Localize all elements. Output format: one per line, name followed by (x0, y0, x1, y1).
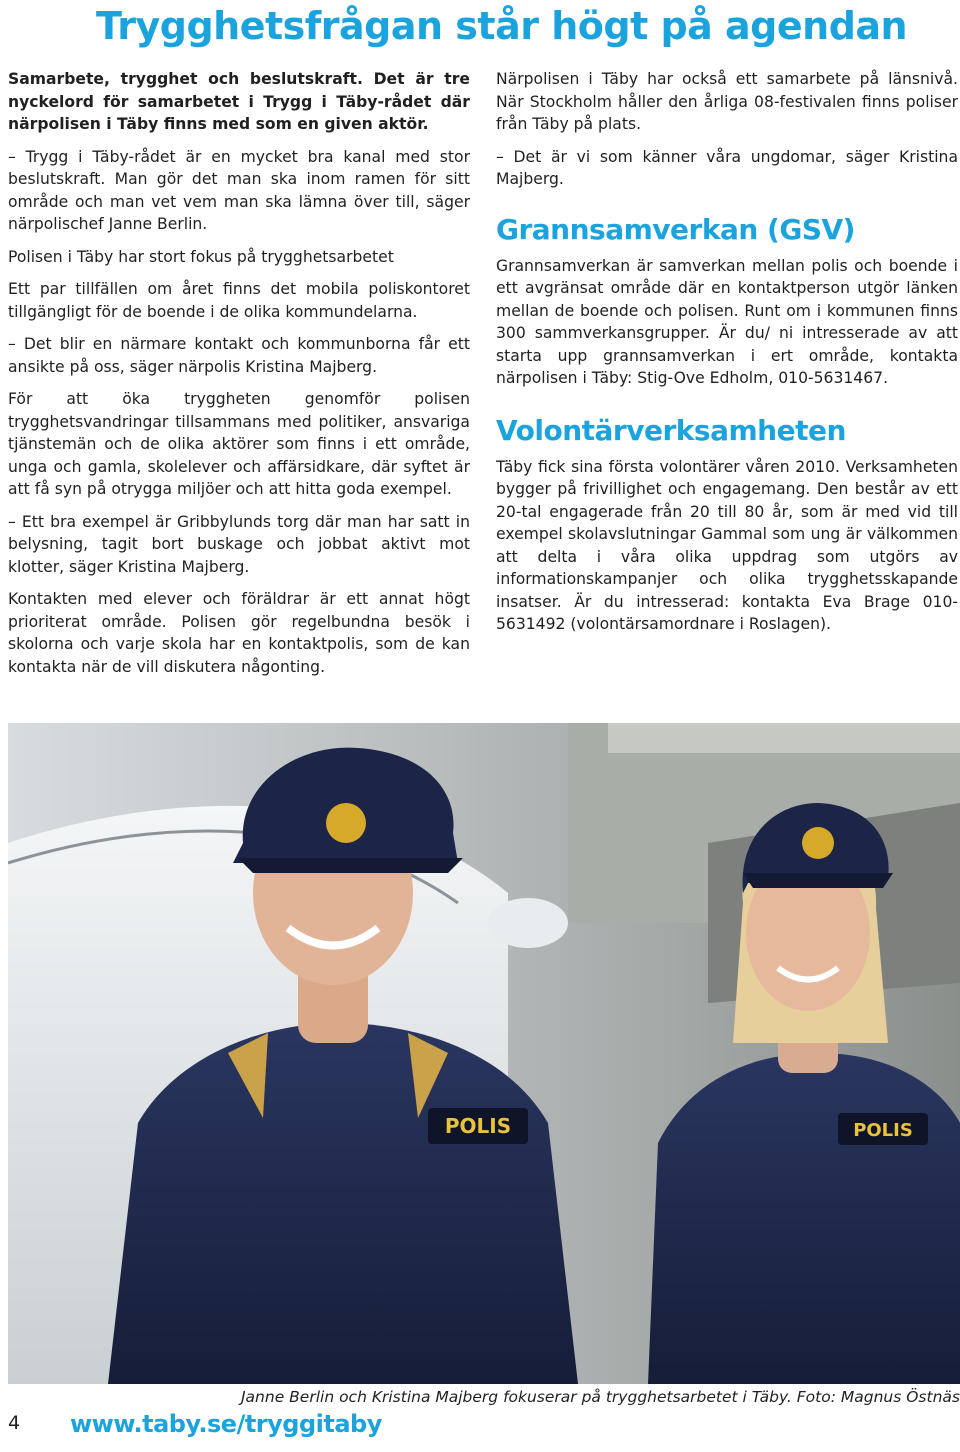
subheading: Polisen i Täby har stort fokus på trygghetsarbetet (8, 247, 394, 266)
body-paragraph: Närpolisen i Täby har också ett samarbete på länsnivå. När Stockholm håller den årliga 08-festivalen finns poliser från Täby på plats. (496, 70, 958, 133)
volontar-text: Täby fick sina första volontärer våren 2010. Verksamheten bygger på frivillighet och engagemang. Den består av ett 20-tal engagerade från 20 till 80 år, som är med vid till exempel skolavslutningar Gammal som ung är välkommen att delta i våra olika uppdrag som utgörs av informationskampanjer och olika trygghetsskapande insatser. Är du intresserad: kontakta Eva Brage 010-5631492 (volontärsamordnare i Roslagen). (496, 457, 958, 633)
police-officers-photo (8, 723, 960, 1384)
page-number: 4 (8, 1412, 21, 1434)
footer-url-link[interactable]: www.taby.se/tryggitaby (70, 1410, 382, 1438)
body-paragraph: – Det är vi som känner våra ungdomar, säger Kristina Majberg. (496, 147, 958, 188)
right-column (496, 68, 958, 636)
body-paragraph: – Det blir en närmare kontakt och kommunborna får ett ansikte på oss, säger närpolis Kristina Majberg. (8, 335, 470, 376)
body-paragraph: Ett par tillfällen om året finns det mobila poliskontoret tillgängligt för de boende i de olika kommundelarna. (8, 280, 470, 321)
volontar-heading: Volontärverksamheten (496, 413, 846, 447)
photo-caption: Janne Berlin och Kristina Majberg fokuserar på trygghetsarbetet i Täby. Foto: Magnus Östnäs (240, 1388, 960, 1406)
left-column (8, 68, 470, 678)
polis-badge-left: POLIS (444, 1114, 512, 1138)
lead-paragraph: Samarbete, trygghet och beslutskraft. Det är tre nyckelord för samarbetet i Trygg i Täby-rådet där närpolisen i Täby finns med som en given aktör. (8, 70, 470, 133)
grannsamverkan-heading: Grannsamverkan (GSV) (496, 212, 855, 246)
page-headline: Trygghetsfrågan står högt på agendan (96, 4, 908, 48)
polis-badge-right: POLIS (853, 1120, 913, 1141)
body-paragraph: – Trygg i Täby-rådet är en mycket bra kanal med stor beslutskraft. Man gör det man ska inom ramen för sitt område och man vet vem man ska lämna över till, säger närpolischef Janne Berlin. (8, 147, 470, 233)
grannsamverkan-text: Grannsamverkan är samverkan mellan polis och boende i ett avgränsat område där en kontaktperson utgör länken mellan de boende och polisen. Runt om i kommunen finns 300 sammverkansgrupper. Är du/ ni intresserade av att starta upp grannsamverkan i ert område, kontakta närpolisen i Täby: Stig-Ove Edholm, 010-5631467. (496, 256, 958, 387)
body-paragraph: För att öka tryggheten genomför polisen trygghetsvandringar tillsammans med politiker, ansvariga tjänstemän och de olika aktörer som finns i ett område, unga och gamla, skolelever och affärsidkare, där syftet är att få syn på otrygga miljöer och att hitta goda exempel. (8, 390, 470, 498)
body-paragraph: – Ett bra exempel är Gribbylunds torg där man har satt in belysning, tagit bort buskage och jobbat aktivt mot klotter, säger Kristina Majberg. (8, 512, 470, 576)
body-paragraph: Kontakten med elever och föräldrar är ett annat högt prioriterat område. Polisen gör regelbundna besök i skolorna och varje skola har en kontaktpolis, som de kan kontakta när de vill diskutera någonting. (8, 590, 470, 676)
